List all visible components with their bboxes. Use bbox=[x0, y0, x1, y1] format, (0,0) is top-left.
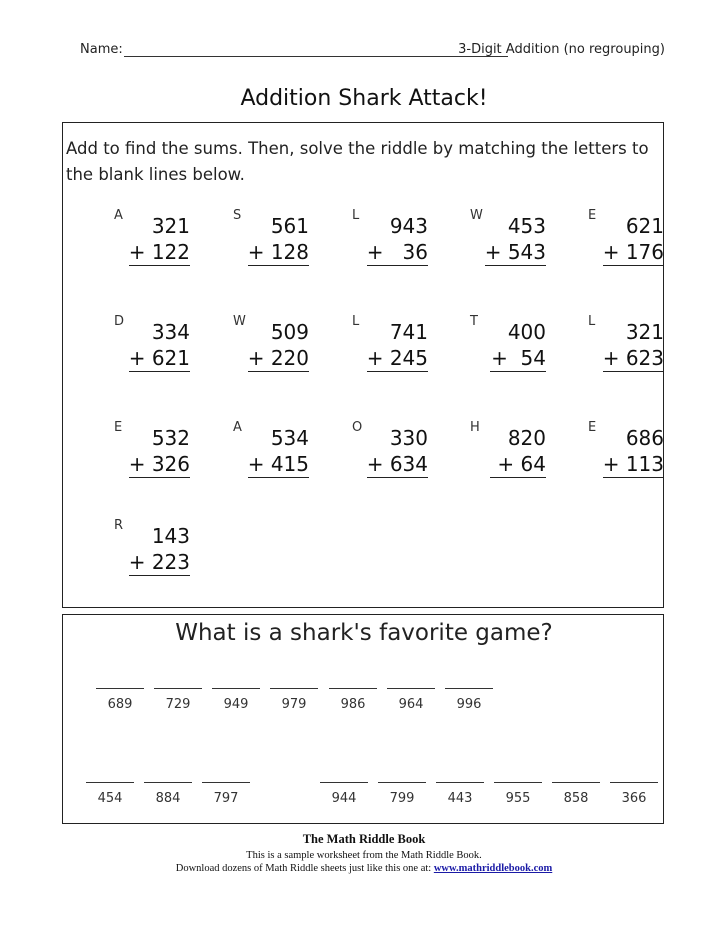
problem-bottom-number: + 415 bbox=[247, 452, 309, 476]
answer-line[interactable] bbox=[96, 680, 144, 689]
instructions-text: Add to find the sums. Then, solve the riddle by matching the letters to the blank lines below. bbox=[66, 139, 649, 184]
problem-bottom-number: + 113 bbox=[602, 452, 664, 476]
answer-line[interactable] bbox=[494, 774, 542, 783]
problem-letter: R bbox=[114, 518, 124, 533]
problem-letter: T bbox=[470, 314, 478, 329]
problem-letter: E bbox=[588, 208, 597, 223]
addition-problem bbox=[233, 314, 333, 372]
problem-letter: H bbox=[470, 420, 480, 435]
problem-top-number: 321 bbox=[625, 320, 664, 344]
answer-blank[interactable] bbox=[329, 680, 377, 712]
answer-line[interactable] bbox=[436, 774, 484, 783]
answer-line[interactable] bbox=[144, 774, 192, 783]
answer-line[interactable] bbox=[329, 680, 377, 689]
addition-problem bbox=[114, 420, 214, 478]
footer bbox=[0, 832, 728, 874]
addition-problem bbox=[233, 208, 333, 266]
addition-problem bbox=[352, 420, 452, 478]
problem-bottom-number: + 128 bbox=[247, 240, 309, 264]
problem-letter: L bbox=[588, 314, 596, 329]
problem-top-number: 621 bbox=[625, 214, 664, 238]
footer-website-link[interactable]: www.mathriddlebook.com bbox=[433, 863, 553, 874]
answer-blank[interactable] bbox=[212, 680, 260, 712]
answer-line[interactable] bbox=[270, 680, 318, 689]
answer-line[interactable] bbox=[154, 680, 202, 689]
addition-problem bbox=[233, 420, 333, 478]
answer-code: 797 bbox=[213, 791, 239, 806]
answer-code: 964 bbox=[398, 697, 424, 712]
answer-code: 799 bbox=[389, 791, 415, 806]
problem-letter: W bbox=[233, 314, 246, 329]
addition-problem bbox=[352, 314, 452, 372]
answer-blank[interactable] bbox=[445, 680, 493, 712]
answer-blank[interactable] bbox=[387, 680, 435, 712]
problem-bottom-number: + 245 bbox=[366, 346, 428, 370]
problem-letter: L bbox=[352, 314, 360, 329]
answer-blank[interactable] bbox=[270, 680, 318, 712]
answer-blank[interactable] bbox=[320, 774, 368, 806]
answer-code: 986 bbox=[340, 697, 366, 712]
problem-top-number: 741 bbox=[389, 320, 428, 344]
answer-line[interactable] bbox=[552, 774, 600, 783]
answer-blank[interactable] bbox=[96, 680, 144, 712]
answer-blank[interactable] bbox=[154, 680, 202, 712]
problem-top-number: 400 bbox=[507, 320, 546, 344]
answer-code: 729 bbox=[165, 697, 191, 712]
footer-download-text: Download dozens of Math Riddle sheets just like this one at: bbox=[175, 863, 432, 874]
answer-code: 949 bbox=[223, 697, 249, 712]
answer-code: 996 bbox=[456, 697, 482, 712]
answer-line[interactable] bbox=[320, 774, 368, 783]
addition-problem bbox=[114, 208, 214, 266]
name-field-line bbox=[124, 56, 508, 57]
footer-book-title: The Math Riddle Book bbox=[302, 832, 426, 846]
answer-blank[interactable] bbox=[378, 774, 426, 806]
answer-blank[interactable] bbox=[86, 774, 134, 806]
addition-problem bbox=[114, 518, 214, 576]
addition-problem bbox=[470, 314, 570, 372]
problem-top-number: 334 bbox=[151, 320, 190, 344]
answer-code: 689 bbox=[107, 697, 133, 712]
name-label: Name: bbox=[80, 42, 123, 57]
addition-problem bbox=[470, 420, 570, 478]
addition-problem bbox=[588, 420, 688, 478]
problem-bottom-number: + 543 bbox=[484, 240, 546, 264]
riddle-question: What is a shark's favorite game? bbox=[175, 620, 553, 646]
problem-bottom-number: + 223 bbox=[128, 550, 190, 574]
problem-bottom-number: + 36 bbox=[366, 240, 428, 264]
answer-blank[interactable] bbox=[202, 774, 250, 806]
answer-line[interactable] bbox=[445, 680, 493, 689]
problem-bottom-number: + 220 bbox=[247, 346, 309, 370]
answer-code: 944 bbox=[331, 791, 357, 806]
problem-bottom-number: + 122 bbox=[128, 240, 190, 264]
answer-blank[interactable] bbox=[552, 774, 600, 806]
answer-line[interactable] bbox=[610, 774, 658, 783]
answer-code: 955 bbox=[505, 791, 531, 806]
problem-top-number: 330 bbox=[389, 426, 428, 450]
problem-letter: A bbox=[233, 420, 242, 435]
problem-top-number: 509 bbox=[270, 320, 309, 344]
footer-sample-note: This is a sample worksheet from the Math Riddle Book. bbox=[246, 850, 482, 861]
problem-letter: A bbox=[114, 208, 123, 223]
problem-bottom-number: + 54 bbox=[491, 346, 546, 370]
problem-bottom-number: + 176 bbox=[602, 240, 664, 264]
subject-label: 3-Digit Addition (no regrouping) bbox=[458, 42, 665, 57]
problem-top-number: 561 bbox=[270, 214, 309, 238]
addition-problem bbox=[588, 314, 688, 372]
problem-letter: O bbox=[352, 420, 363, 435]
problem-top-number: 143 bbox=[151, 524, 190, 548]
problem-bottom-number: + 623 bbox=[602, 346, 664, 370]
answer-line[interactable] bbox=[86, 774, 134, 783]
footer-download-note bbox=[0, 863, 728, 874]
answer-line[interactable] bbox=[212, 680, 260, 689]
worksheet-header bbox=[80, 40, 665, 66]
problem-top-number: 534 bbox=[270, 426, 309, 450]
problem-letter: L bbox=[352, 208, 360, 223]
problem-letter: E bbox=[588, 420, 597, 435]
problem-top-number: 820 bbox=[507, 426, 546, 450]
problem-top-number: 532 bbox=[151, 426, 190, 450]
answer-blank[interactable] bbox=[610, 774, 658, 806]
answer-code: 858 bbox=[563, 791, 589, 806]
addition-problem bbox=[588, 208, 688, 266]
answer-line[interactable] bbox=[378, 774, 426, 783]
answer-code: 366 bbox=[621, 791, 647, 806]
answer-blank[interactable] bbox=[436, 774, 484, 806]
problem-letter: W bbox=[470, 208, 483, 223]
answer-code: 979 bbox=[281, 697, 307, 712]
addition-problem bbox=[470, 208, 570, 266]
problem-letter: D bbox=[114, 314, 125, 329]
addition-problem bbox=[114, 314, 214, 372]
answer-code: 443 bbox=[447, 791, 473, 806]
answer-line[interactable] bbox=[387, 680, 435, 689]
problem-letter: S bbox=[233, 208, 242, 223]
worksheet-title: Addition Shark Attack! bbox=[240, 86, 488, 111]
answer-blank[interactable] bbox=[144, 774, 192, 806]
problem-top-number: 943 bbox=[389, 214, 428, 238]
answer-code: 454 bbox=[97, 791, 123, 806]
problem-bottom-number: + 621 bbox=[128, 346, 190, 370]
problem-top-number: 453 bbox=[507, 214, 546, 238]
problem-letter: E bbox=[114, 420, 123, 435]
answer-line[interactable] bbox=[202, 774, 250, 783]
problem-top-number: 321 bbox=[151, 214, 190, 238]
answer-blank[interactable] bbox=[494, 774, 542, 806]
problem-bottom-number: + 634 bbox=[366, 452, 428, 476]
problem-top-number: 686 bbox=[625, 426, 664, 450]
answer-code: 884 bbox=[155, 791, 181, 806]
problem-bottom-number: + 64 bbox=[490, 452, 546, 478]
addition-problem bbox=[352, 208, 452, 266]
problem-bottom-number: + 326 bbox=[128, 452, 190, 476]
